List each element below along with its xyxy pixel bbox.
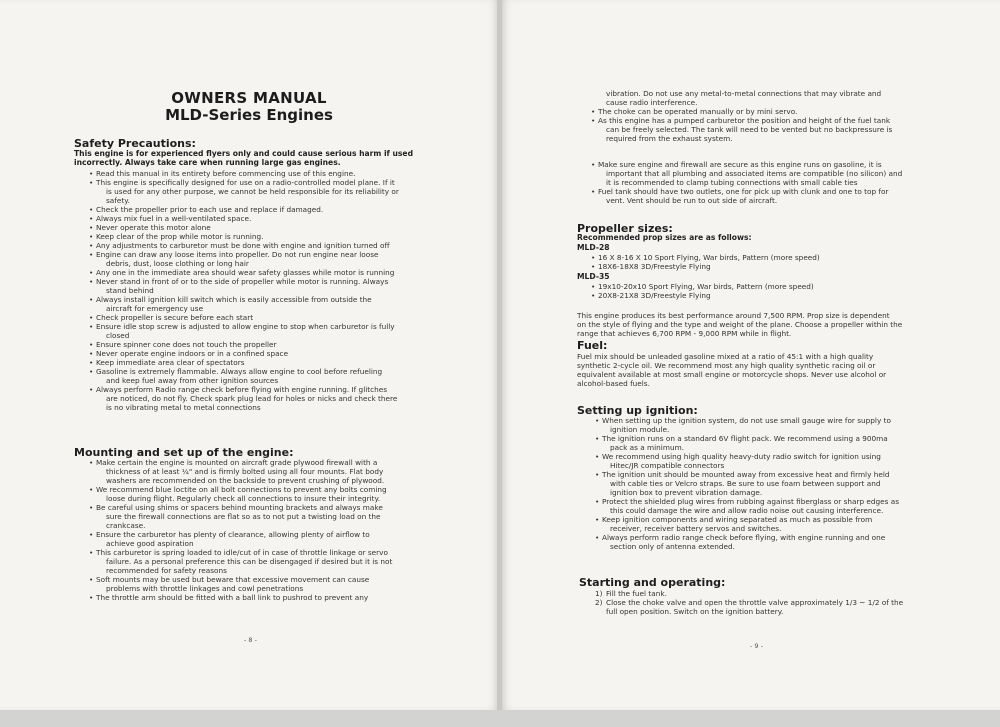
bullet-dot: • [89,205,94,214]
bullet-text: As this engine has a pumped carburetor the position and height of the fuel tank [598,116,891,125]
bullet-text: closed [106,331,130,340]
bullet-text: Engine can draw any loose items into propeller. Do not run engine near loose [96,250,379,259]
bullet-text: 20X8-21X8 3D/Freestyle Flying [598,291,711,300]
bullet-dot: • [595,515,600,524]
bullet-text: section only of antenna extended. [610,542,735,551]
bullet-text: receiver, receiver battery servos and switches. [610,524,782,533]
bullet-text: Protect the shielded plug wires from rubbing against fiberglass or sharp edges as [602,497,900,506]
bullet-dot: • [89,223,94,232]
bullet-dot: • [89,340,94,349]
step-text: full open position. Switch on the ignition battery. [606,607,784,616]
bullet-text: This engine is specifically designed for use on a radio-controlled model plane. If it [96,178,395,187]
bullet-text: loose during flight. Regularly check all connections to insure their integrity. [106,494,381,503]
subheading: Recommended prop sizes are as follows: [577,233,752,242]
bullet-text: achieve good aspiration [106,539,194,548]
section-heading: Mounting and set up of the engine: [74,446,294,459]
bullet-text: Any adjustments to carburetor must be done with engine and ignition turned off [96,241,390,250]
bullet-text: Always mix fuel in a well-ventilated space. [96,214,252,223]
bullet-text: debris, dust, loose clothing or long hair [106,259,249,268]
paragraph-text: on the style of flying and the type and weight of the plane. Choose a propeller within the [577,320,903,329]
bullet-text: Keep clear of the prop while motor is running. [96,232,264,241]
bullet-text: Never stand in front of or to the side of propeller while motor is running. Always [96,277,389,286]
bullet-text: Be careful using shims or spacers behind mounting brackets and always make [96,503,383,512]
bullet-dot: • [89,367,94,376]
bullet-text: Make sure engine and firewall are secure as this engine runs on gasoline, it is [598,160,882,169]
left-page [0,0,498,710]
right-page [502,0,1000,710]
bullet-dot: • [89,593,94,602]
bullet-text: 19x10-20x10 Sport Flying, War birds, Pattern (more speed) [598,282,814,291]
bullet-text: safety. [106,196,130,205]
bullet-text: Fuel tank should have two outlets, one for pick up with clunk and one to top for [598,187,889,196]
bullet-text: Keep ignition components and wiring separated as much as possible from [602,515,873,524]
step-text: Fill the fuel tank. [606,589,667,598]
bullet-text: Make certain the engine is mounted on aircraft grade plywood firewall with a [96,458,378,467]
bullet-dot: • [89,349,94,358]
section-heading: Setting up ignition: [577,404,698,417]
bullet-text: The throttle arm should be fitted with a ball link to pushrod to prevent any [96,593,369,602]
bullet-text: Ensure the carburetor has plenty of clearance, allowing plenty of airflow to [96,530,370,539]
continued-text: vibration. Do not use any metal-to-metal connections that may vibrate and [606,89,882,98]
bullet-text: When setting up the ignition system, do not use small gauge wire for supply to [602,416,891,425]
bullet-text: Never operate this motor alone [96,223,211,232]
bullet-text: Soft mounts may be used but beware that excessive movement can cause [96,575,370,584]
continued-text: cause radio interference. [606,98,698,107]
step-number: 1) [595,589,603,598]
bullet-text: Keep immediate area clear of spectators [96,358,245,367]
bullet-dot: • [89,322,94,331]
bullet-text: Ensure idle stop screw is adjusted to allow engine to stop when carburetor is fully [96,322,395,331]
bullet-dot: • [89,232,94,241]
bullet-dot: • [89,250,94,259]
step-number: 2) [595,598,603,607]
bullet-text: Ensure spinner cone does not touch the propeller [96,340,277,349]
bullet-dot: • [89,548,94,557]
bullet-text: can be freely selected. The tank will need to be vented but no backpressure is [606,125,893,134]
section-heading: Propeller sizes: [577,222,673,235]
bullet-text: sure the firewall connections are flat so as to not put a twisting load on the [106,512,381,521]
bullet-dot: • [591,107,596,116]
bullet-text: and keep fuel away from other ignition sources [106,376,279,385]
bullet-text: aircraft for emergency use [106,304,204,313]
bullet-text: pack as a minimum. [610,443,684,452]
bullet-text: failure. As a personal preference this can be disengaged if desired but it is not [106,557,393,566]
bullet-text: 18X6-18X8 3D/Freestyle Flying [598,262,711,271]
bullet-text: recommended for safety reasons [106,566,227,575]
bullet-text: Any one in the immediate area should wear safety glasses while motor is running [96,268,395,277]
bullet-text: crankcase. [106,521,146,530]
bullet-text: Read this manual in its entirety before commencing use of this engine. [96,169,356,178]
bullet-text: are noticed, do not fly. Check spark plug lead for holes or nicks and check there [106,394,398,403]
bullet-text: important that all plumbing and associated items are compatible (no silicon) and [606,169,903,178]
bullet-text: ignition module. [610,425,670,434]
bullet-text: it is recommended to clamp tubing connections with small cable ties [606,178,858,187]
bullet-dot: • [89,385,94,394]
bullet-text: is no vibrating metal to metal connections [106,403,261,412]
paragraph-text: alcohol-based fuels. [577,379,650,388]
bullet-text: problems with throttle linkages and cowl penetrations [106,584,304,593]
paragraph-text: equivalent available at most small engine or motorcycle shops. Never use alcohol or [577,370,887,379]
paragraph-text: This engine produces its best performance around 7,500 RPM. Prop size is dependent [577,311,890,320]
bullet-dot: • [89,575,94,584]
scan-border [0,710,1000,727]
bullet-text: We recommend using high quality heavy-duty radio switch for ignition using [602,452,881,461]
bullet-text: The ignition unit should be mounted away from excessive heat and firmly held [602,470,890,479]
step-text: Close the choke valve and open the throttle valve approximately 1/3 ~ 1/2 of the [606,598,904,607]
bullet-dot: • [595,434,600,443]
bullet-text: We recommend blue loctite on all bolt connections to prevent any bolts coming [96,485,387,494]
paragraph-text: synthetic 2-cycle oil. We recommend most any high quality synthetic racing oil or [577,361,876,370]
bullet-text: ignition box to prevent vibration damage. [610,488,763,497]
bullet-dot: • [595,452,600,461]
page-subtitle: MLD-Series Engines [165,106,333,124]
bullet-text: This carburetor is spring loaded to idle/cut of in case of throttle linkage or servo [96,548,388,557]
bullet-dot: • [89,358,94,367]
bullet-text: stand behind [106,286,154,295]
bullet-dot: • [89,214,94,223]
section-heading: Fuel: [577,339,608,352]
section-heading: Safety Precautions: [74,137,196,150]
paragraph-text: range that achieves 6,700 RPM - 9,000 RPM while in flight. [577,329,792,338]
bullet-text: is used for any other purpose, we cannot be held responsible for its reliability or [106,187,399,196]
bullet-text: thickness of at least ¼" and is firmly bolted using all four mounts. Flat body [106,467,384,476]
bullet-dot: • [591,160,596,169]
bullet-dot: • [591,116,596,125]
bullet-text: Always install ignition kill switch which is easily accessible from outside the [96,295,372,304]
bullet-text: Check propeller is secure before each start [96,313,254,322]
bullet-dot: • [89,268,94,277]
bullet-text: with cable ties or Velcro straps. Be sure to use foam between support and [610,479,881,488]
warning-text: This engine is for experienced flyers only and could cause serious harm if used [74,149,414,158]
bullet-dot: • [89,485,94,494]
bullet-text: Never operate engine indoors or in a confined space [96,349,289,358]
bullet-text: Check the propeller prior to each use and replace if damaged. [96,205,324,214]
bullet-text: vent. Vent should be run to out side of aircraft. [606,196,778,205]
bullet-dot: • [591,262,596,271]
bullet-dot: • [89,295,94,304]
paragraph-text: Fuel mix should be unleaded gasoline mixed at a ratio of 45:1 with a high quality [577,352,874,361]
bullet-dot: • [89,530,94,539]
bullet-dot: • [89,458,94,467]
bullet-text: required from the exhaust system. [606,134,733,143]
bullet-text: this could damage the wire and allow radio noise out causing interference. [610,506,884,515]
bullet-text: washers are recommended on the backside to prevent crushing of plywood. [106,476,385,485]
bullet-text: Always perform Radio range check before flying with engine running. If glitches [96,385,388,394]
bullet-dot: • [89,503,94,512]
warning-text: incorrectly. Always take care when running large gas engines. [74,158,341,167]
bullet-dot: • [89,277,94,286]
bullet-text: The choke can be operated manually or by mini servo. [598,107,798,116]
bullet-dot: • [595,470,600,479]
bullet-dot: • [595,533,600,542]
bullet-text: 16 X 8-16 X 10 Sport Flying, War birds, Pattern (more speed) [598,253,820,262]
model-label: MLD-35 [577,272,610,281]
page-title: OWNERS MANUAL [171,89,327,107]
bullet-text: Hitec/JR compatible connectors [610,461,725,470]
model-label: MLD-28 [577,243,610,252]
bullet-dot: • [89,169,94,178]
bullet-dot: • [591,291,596,300]
bullet-text: Always perform radio range check before flying, with engine running and one [602,533,886,542]
bullet-dot: • [591,187,596,196]
bullet-text: The ignition runs on a standard 6V flight pack. We recommend using a 900ma [602,434,888,443]
page-number: - 9 - [750,642,763,650]
bullet-dot: • [591,253,596,262]
bullet-dot: • [595,497,600,506]
section-heading: Starting and operating: [579,576,726,589]
bullet-dot: • [89,241,94,250]
bullet-text: Gasoline is extremely flammable. Always allow engine to cool before refueling [96,367,383,376]
bullet-dot: • [591,282,596,291]
page-number: - 8 - [244,636,257,644]
bullet-dot: • [89,313,94,322]
bullet-dot: • [89,178,94,187]
bullet-dot: • [595,416,600,425]
